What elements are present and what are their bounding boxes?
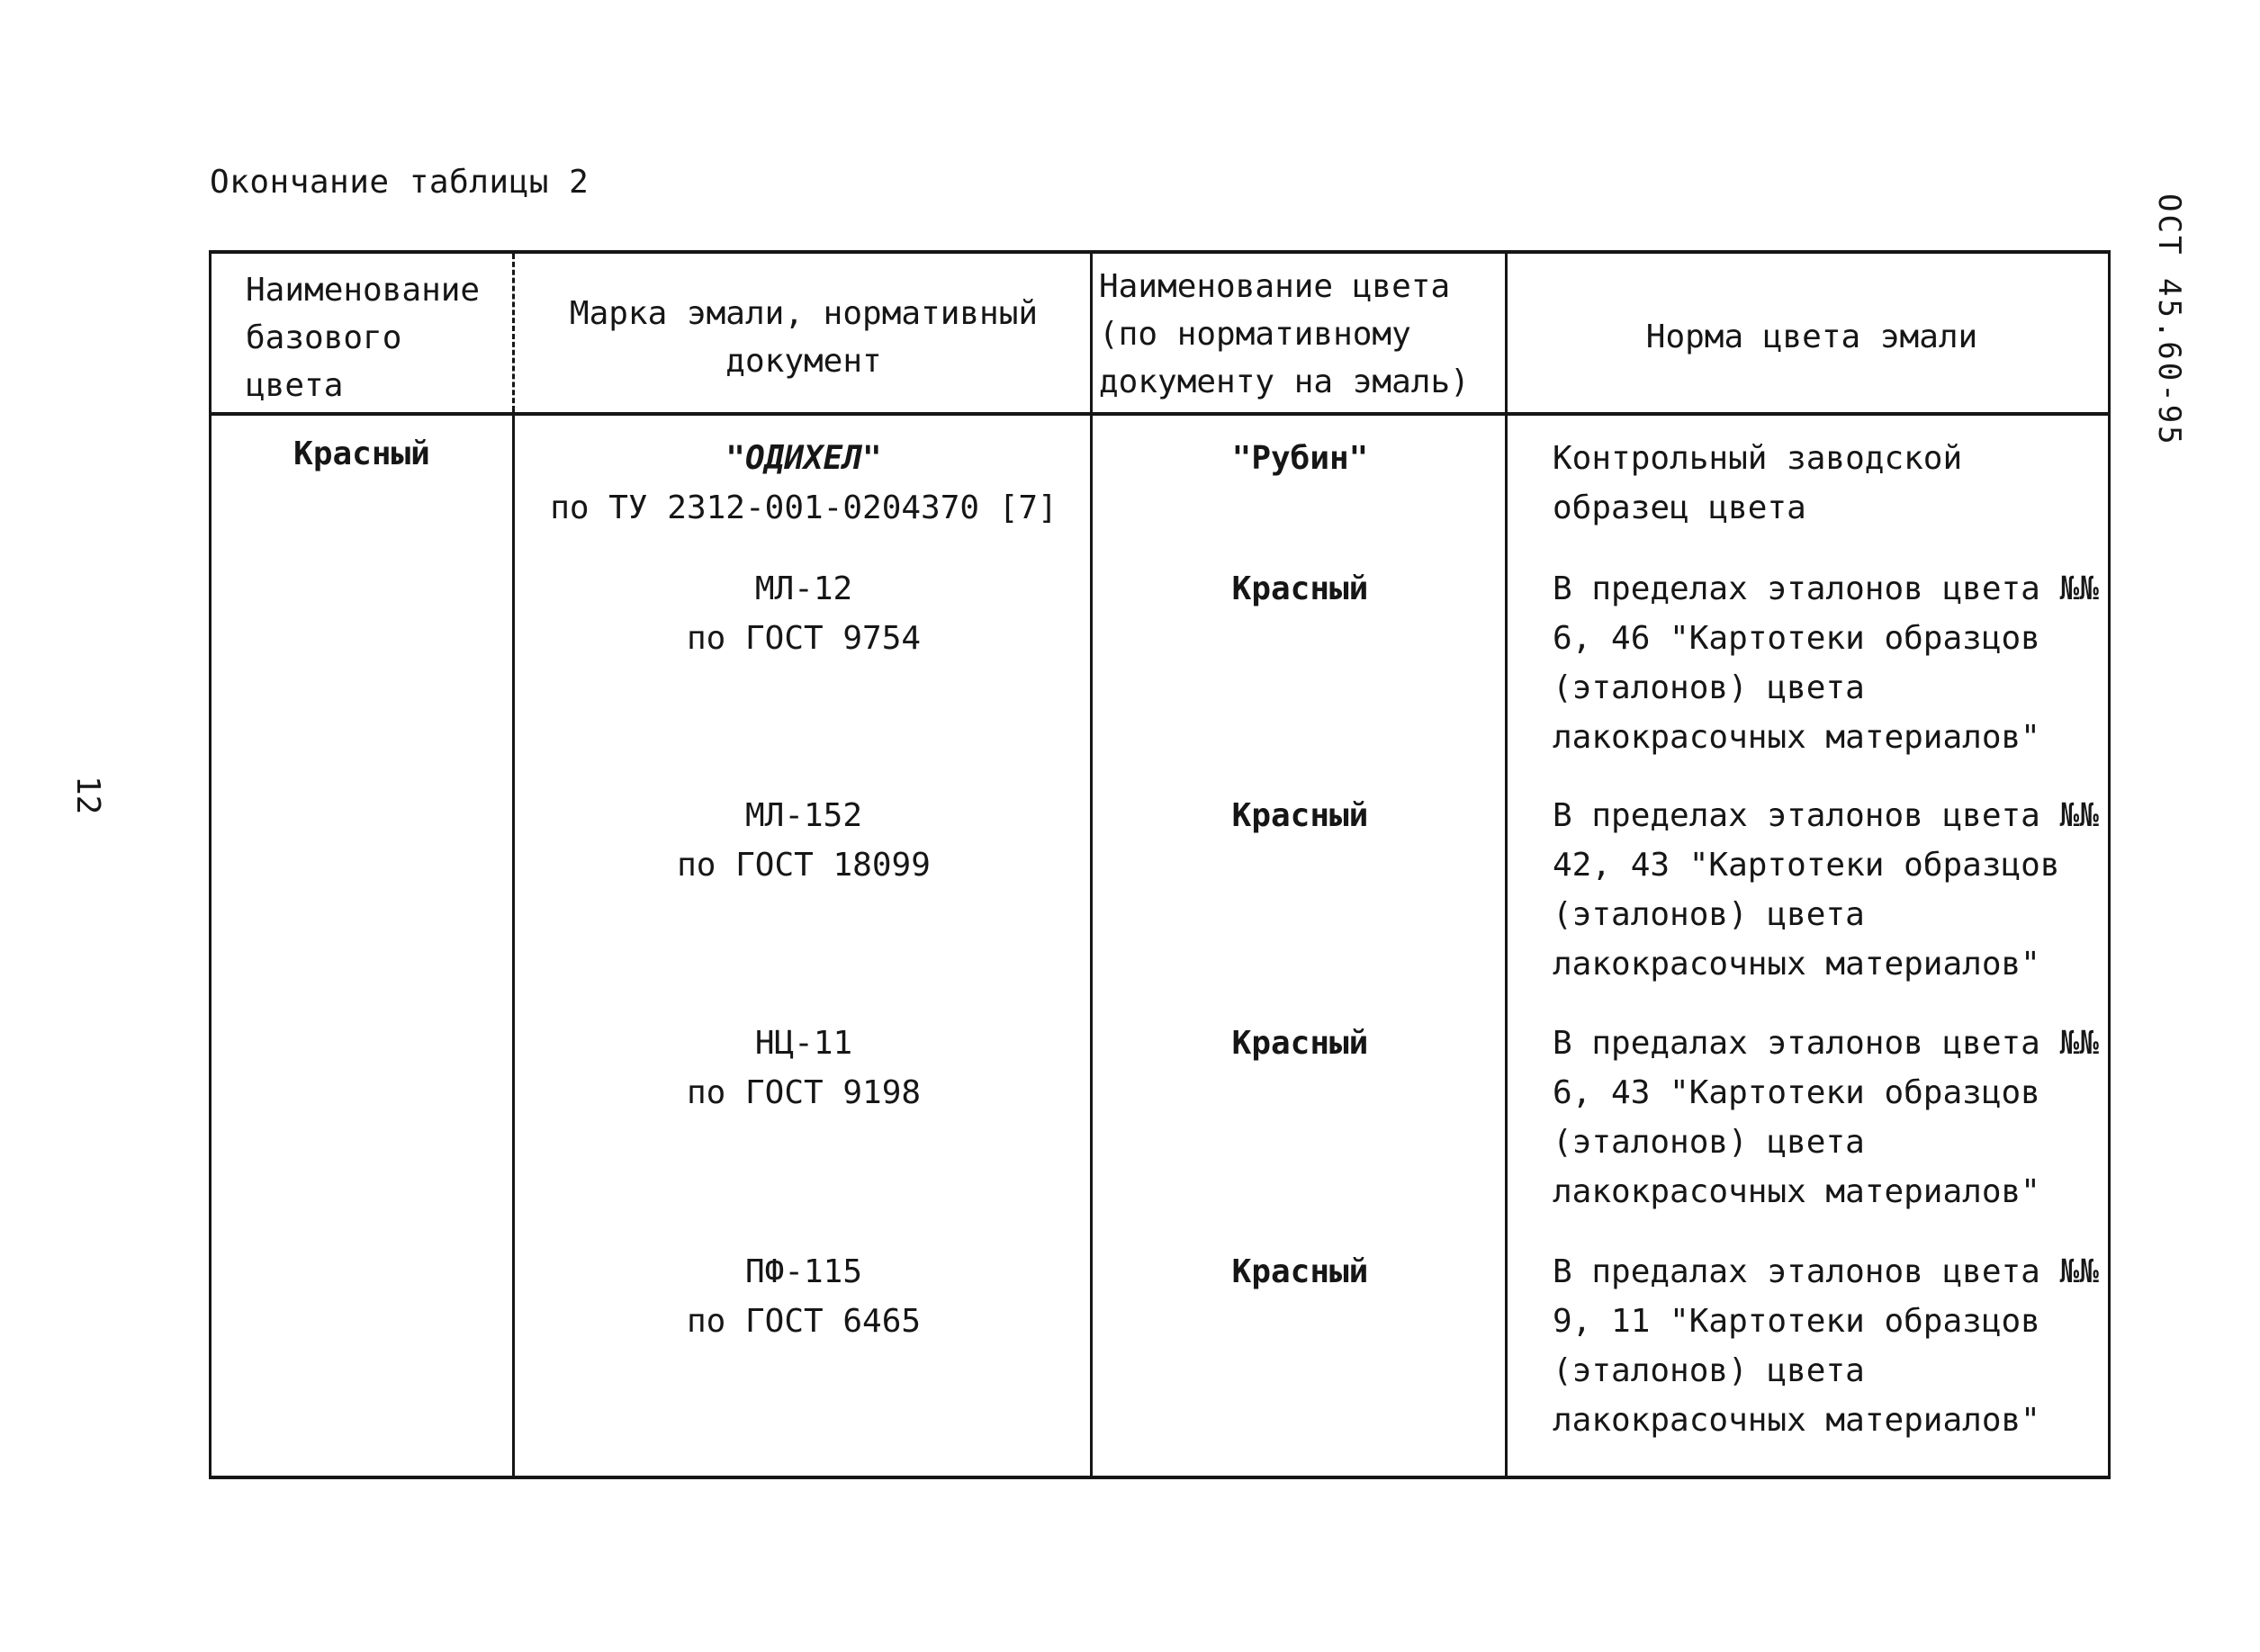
color-norm-cell: В предалах эталонов цвета №№ 6, 43 "Картотеки образцов (эталонов) цвета лакокрасочных материалов" (1553, 1025, 2099, 1210)
page-number: 12 (69, 776, 106, 815)
header-color-norm: Норма цвета эмали (1645, 319, 1978, 355)
enamel-mark-document: по ГОСТ 18099 (677, 847, 931, 884)
enamel-mark-name: НЦ-11 (754, 1025, 853, 1062)
enamel-mark-name: МЛ-12 (754, 570, 853, 607)
color-name-cell: Красный (1231, 570, 1369, 607)
color-name-cell: Красный (1231, 1025, 1369, 1062)
color-norm-cell: В пределах эталонов цвета №№ 42, 43 "Картотеки образцов (эталонов) цвета лакокрасочных материалов" (1553, 797, 2099, 983)
column-divider (512, 254, 515, 411)
table-caption: Окончание таблицы 2 (210, 164, 590, 201)
color-name-cell: Красный (1231, 797, 1369, 834)
header-divider (212, 412, 2108, 416)
document-code: ОСТ 45.60-95 (2151, 193, 2187, 447)
column-divider (1090, 254, 1093, 1476)
enamel-mark-name: МЛ-152 (744, 797, 863, 834)
enamel-mark-cell (518, 434, 1090, 533)
header-base-color: Наименование базового цвета (246, 272, 481, 404)
enamel-mark-document: по ГОСТ 6465 (686, 1303, 922, 1340)
color-norm-table (209, 250, 2111, 1479)
column-divider (1505, 254, 1508, 1476)
header-color-name: Наименование цвета (по нормативному документу на эмаль) (1099, 268, 1470, 400)
color-name-cell: Красный (1231, 1253, 1369, 1290)
color-norm-cell: В пределах эталонов цвета №№ 6, 46 "Картотеки образцов (эталонов) цвета лакокрасочных материалов" (1553, 570, 2099, 756)
header-enamel-mark: Марка эмали, нормативный документ (569, 295, 1039, 380)
enamel-mark-cell (518, 791, 1090, 890)
enamel-mark-name: "ОДИХЕЛ" (725, 440, 882, 477)
base-color-value: Красный (293, 435, 430, 472)
enamel-mark-document: по ТУ 2312-001-0204370 [7] (550, 489, 1058, 526)
color-name-cell: "Рубин" (1231, 440, 1369, 477)
enamel-mark-document: по ГОСТ 9198 (686, 1074, 922, 1111)
enamel-mark-name: ПФ-115 (744, 1253, 863, 1290)
color-norm-cell: Контрольный заводской образец цвета (1553, 440, 1963, 526)
enamel-mark-cell (518, 564, 1090, 663)
enamel-mark-document: по ГОСТ 9754 (686, 620, 922, 657)
enamel-mark-cell (518, 1019, 1090, 1118)
color-norm-cell: В предалах эталонов цвета №№ 9, 11 "Картотеки образцов (эталонов) цвета лакокрасочных материалов" (1553, 1253, 2099, 1439)
enamel-mark-cell (518, 1247, 1090, 1346)
column-divider (512, 411, 515, 1476)
